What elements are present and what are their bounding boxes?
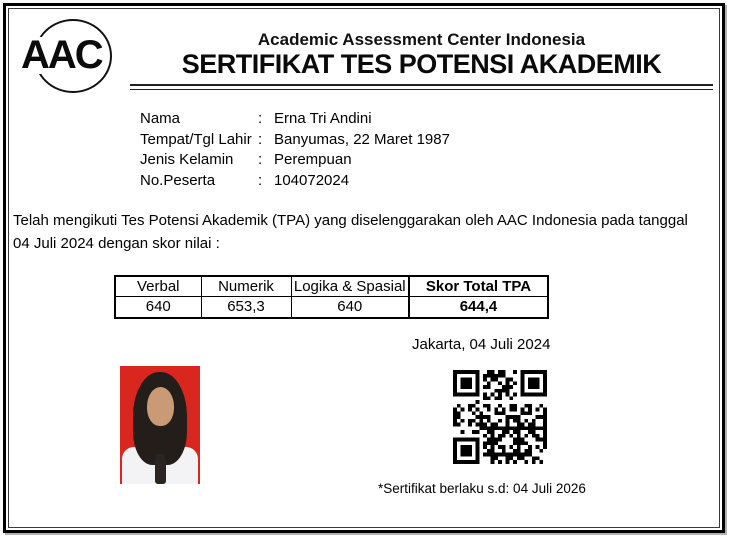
detail-row-tempat-tgl-lahir bbox=[140, 130, 450, 151]
score-table-value-row bbox=[115, 296, 548, 318]
score-table-header-row bbox=[115, 276, 548, 296]
issue-place-date: Jakarta, 04 Juli 2024 bbox=[412, 336, 551, 353]
aac-logo-text: AAC bbox=[21, 33, 102, 77]
qr-code bbox=[453, 370, 547, 464]
score-value-verbal: 640 bbox=[115, 296, 201, 318]
title-double-underline bbox=[130, 84, 713, 90]
detail-colon: : bbox=[258, 110, 263, 127]
detail-label: Jenis Kelamin bbox=[140, 151, 234, 168]
score-value-skor-total: 644,4 bbox=[409, 296, 548, 318]
score-header-skor-total: Skor Total TPA bbox=[409, 276, 548, 296]
score-value-logika-spasial: 640 bbox=[291, 296, 409, 318]
detail-value: Erna Tri Andini bbox=[274, 110, 372, 127]
score-header-verbal: Verbal bbox=[115, 276, 201, 296]
participant-photo bbox=[120, 366, 200, 484]
participant-details bbox=[140, 109, 450, 191]
statement-paragraph bbox=[13, 210, 725, 255]
statement-line-2: 04 Juli 2024 dengan skor nilai : bbox=[13, 234, 220, 252]
score-value-numerik: 653,3 bbox=[201, 296, 291, 318]
detail-row-no-peserta bbox=[140, 171, 450, 192]
page-title: SERTIFIKAT TES POTENSI AKADEMIK bbox=[181, 49, 662, 79]
detail-label: No.Peserta bbox=[140, 171, 216, 189]
detail-colon: : bbox=[258, 130, 263, 148]
detail-label: Tempat/Tgl Lahir bbox=[140, 130, 252, 148]
org-name: Academic Assessment Center Indonesia bbox=[257, 30, 586, 49]
photo-face bbox=[147, 387, 174, 426]
detail-colon: : bbox=[258, 171, 263, 189]
detail-label: Nama bbox=[140, 110, 181, 127]
detail-colon: : bbox=[258, 151, 263, 168]
detail-row-nama bbox=[140, 109, 450, 130]
detail-value: 104072024 bbox=[274, 171, 350, 189]
score-header-logika-spasial: Logika & Spasial bbox=[291, 276, 409, 296]
photo-tie bbox=[155, 460, 166, 484]
detail-value: Banyumas, 22 Maret 1987 bbox=[274, 130, 450, 148]
score-header-numerik: Numerik bbox=[201, 276, 291, 296]
statement-line-1: Telah mengikuti Tes Potensi Akademik (TPA) yang diselenggarakan oleh AAC Indonesia pada tanggal bbox=[13, 212, 688, 229]
score-table bbox=[114, 275, 549, 319]
detail-value: Perempuan bbox=[274, 151, 352, 168]
detail-row-jenis-kelamin bbox=[140, 150, 450, 171]
validity-note: *Sertifikat berlaku s.d: 04 Juli 2026 bbox=[378, 481, 586, 496]
